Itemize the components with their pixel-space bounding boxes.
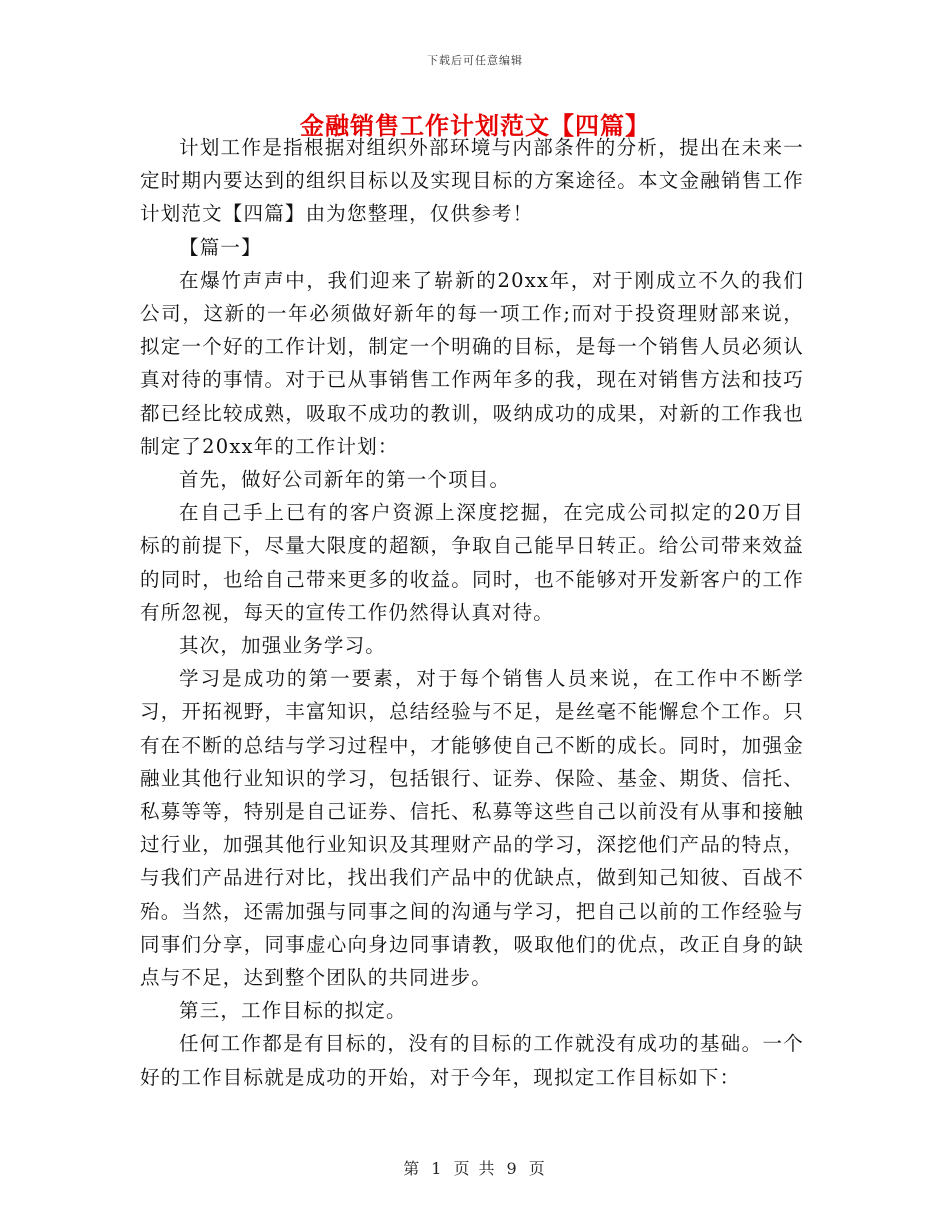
footer-suffix: 页 [528,1159,547,1178]
footer-prefix: 第 [403,1159,422,1178]
body-paragraph: 任何工作都是有目标的，没有的目标的工作就没有成功的基础。一个好的工作目标就是成功的开始，对于今年，现拟定工作目标如下： [140,1032,804,1089]
intro-paragraph: 计划工作是指根据对组织外部环境与内部条件的分析，提出在未来一定时期内要达到的组织目标以及实现目标的方案途径。本文金融销售工作计划范文【四篇】由为您整理，仅供参考！ [140,136,804,226]
subheading-third: 第三，工作目标的拟定。 [179,999,407,1023]
body-paragraph: 学习是成功的第一要素，对于每个销售人员来说，在工作中不断学习，开拓视野，丰富知识，总结经验与不足，是丝毫不能懈怠个工作。只有在不断的总结与学习过程中，才能够使自己不断的成长。同时，加强金融业其他行业知识的学习，包括银行、证券、保险、基金、期货、信托、私募等等，特别是自己证券、信托、私募等这些自己以前没有从事和接触过行业，加强其他行业知识及其理财产品的学习，深挖他们产品的特点，与我们产品进行对比，找出我们产品中的优缺点，做到知己知彼、百战不殆。当然，还需加强与同事之间的沟通与学习，把自己以前的工作经验与同事们分享，同事虚心向身边同事请教，吸取他们的优点，改正自身的缺点与不足，达到整个团队的共同进步。 [140,667,804,990]
document-title: 金融销售工作计划范文【四篇】 [300,111,650,140]
subheading-second: 其次，加强业务学习。 [179,634,387,658]
section-heading-part-one: 【篇一】 [179,235,262,259]
total-page-count: 9 [506,1159,519,1178]
current-page-number: 1 [431,1159,444,1178]
subheading-first: 首先，做好公司新年的第一个项目。 [179,468,511,492]
document-body [140,131,804,1094]
body-paragraph: 在自己手上已有的客户资源上深度挖掘，在完成公司拟定的20万目标的前提下，尽量大限度的超额，争取自己能早日转正。给公司带来效益的同时，也给自己带来更多的收益。同时，也不能够对开发新客户的工作有所忽视，每天的宣传工作仍然得认真对待。 [140,501,804,624]
header-note: 下载后可任意编辑 [427,54,523,67]
page-footer [0,1156,950,1179]
body-paragraph: 在爆竹声声中，我们迎来了崭新的20xx年，对于刚成立不久的我们公司，这新的一年必须做好新年的每一项工作;而对于投资理财部来说，拟定一个好的工作计划，制定一个明确的目标，是每一个销售人员必须认真对待的事情。对于已从事销售工作两年多的我，现在对销售方法和技巧都已经比较成熟，吸取不成功的教训，吸纳成功的成果，对新的工作我也制定了20xx年的工作计划： [140,268,804,458]
footer-mid: 页 共 [453,1159,497,1178]
